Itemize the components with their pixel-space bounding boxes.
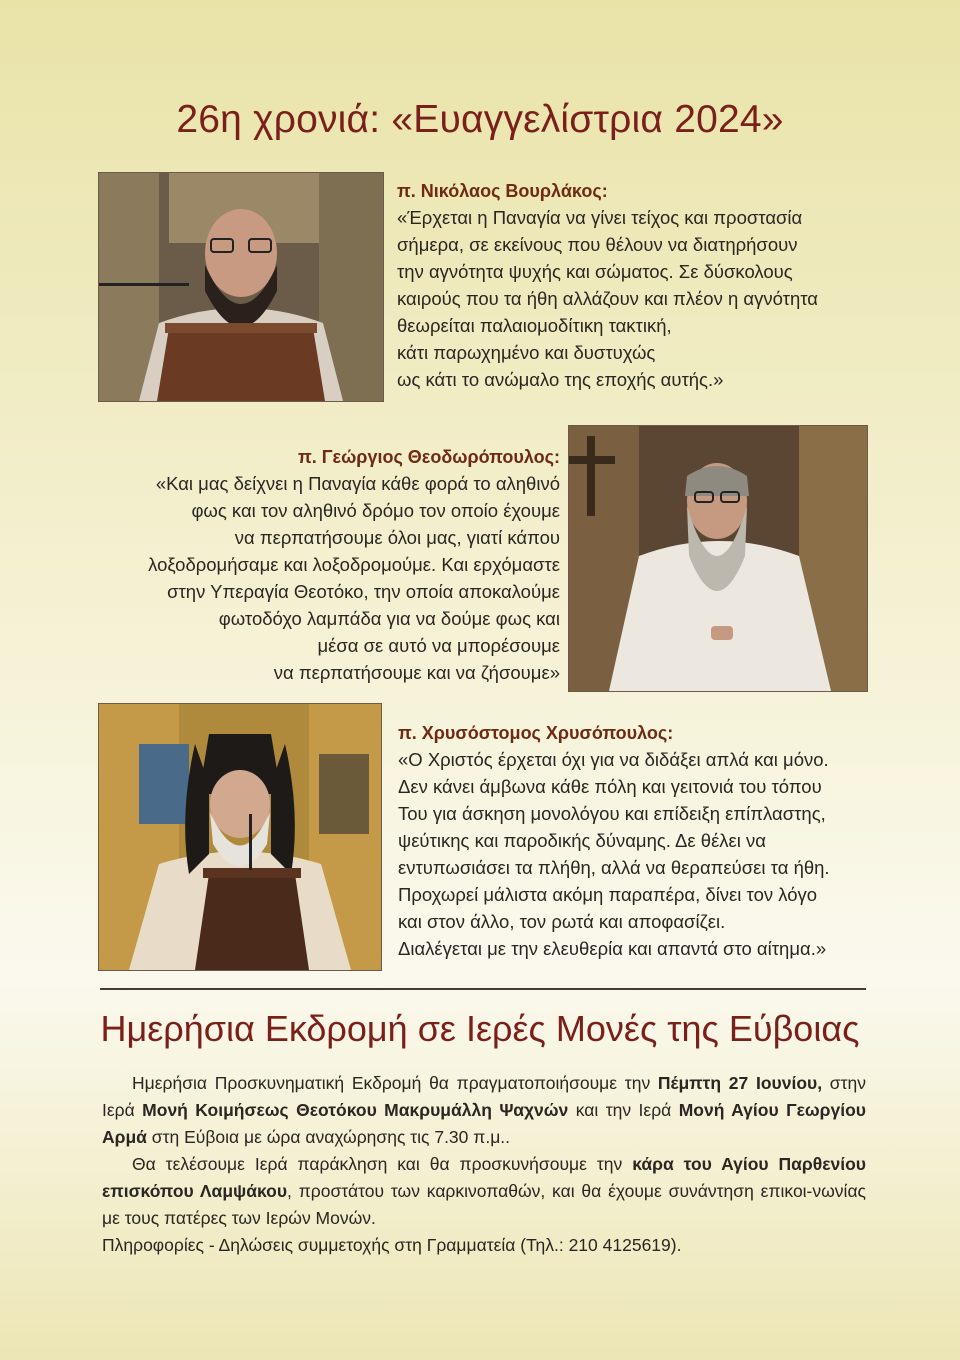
quote-line: και στον άλλο, τον ρωτά και αποφασίζει. — [398, 911, 726, 932]
quote-line: μέσα σε αυτό να μπορέσουμε — [317, 635, 560, 656]
quote-line: «Και μας δείχνει η Παναγία κάθε φορά το αληθινό — [155, 473, 560, 494]
quote-line: στην Υπεραγία Θεοτόκο, την οποία αποκαλούμε — [167, 581, 560, 602]
speaker-block-3 — [398, 720, 830, 962]
contact-info: Πληροφορίες - Δηλώσεις συμμετοχής στη Γραμματεία (Τηλ.: 210 4125619). — [102, 1235, 682, 1255]
excursion-paragraph-3 — [102, 1232, 866, 1259]
quote-line: την αγνότητα ψυχής και σώματος. Σε δύσκολους — [397, 261, 793, 282]
quote-line: να περπατήσουμε και να ζήσουμε» — [273, 662, 560, 683]
text: στη Εύβοια με ώρα αναχώρησης τις 7.30 π.μ.. — [146, 1127, 511, 1147]
quote-line: σήμερα, σε εκείνους που θέλουν να διατηρήσουν — [397, 234, 798, 255]
text: στην Ιερά — [102, 1073, 866, 1120]
excursion-paragraph-1 — [102, 1070, 866, 1151]
text: , προστάτου των καρκινοπαθών, και θα έχουμε συνάντηση επικοι-νωνίας με τους πατέρες των Ιερών Μονών. — [102, 1181, 866, 1228]
quote-line: να περπατήσουμε όλοι μας, γιατί κάπου — [234, 527, 560, 548]
photo-georgios-theodoropoulos — [568, 425, 868, 692]
speaker-name: π. Χρυσόστομος Χρυσόπουλος: — [398, 723, 674, 743]
quote-line: εντυπωσιάσει τα πλήθη, αλλά να θεραπεύσει τα ήθη. — [398, 857, 830, 878]
quote-line: καιρούς που τα ήθη αλλάζουν και πλέον η αγνότητα — [397, 288, 818, 309]
quote-line: θεωρείται παλαιομοδίτικη τακτική, — [397, 315, 672, 336]
page-title: 26η χρονιά: «Ευαγγελίστρια 2024» — [176, 98, 784, 141]
monastery-1: Μονή Κοιμήσεως Θεοτόκου Μακρυμάλλη Ψαχνών — [142, 1100, 569, 1120]
quote-line: Προχωρεί μάλιστα ακόμη παραπέρα, δίνει τον λόγο — [398, 884, 818, 905]
quote-line: Δεν κάνει άμβωνα κάθε πόλη και γειτονιά του τόπου — [398, 776, 822, 797]
quote-line: Του για άσκηση μονολόγου και επίδειξη επίπλαστης, — [398, 803, 826, 824]
date: Πέμπτη 27 Ιουνίου, — [657, 1073, 823, 1093]
quote-line: ως κάτι το ανώμαλο της εποχής αυτής.» — [397, 369, 724, 390]
photo-nikolaos-vourlakos — [98, 172, 384, 402]
relic: κάρα του Αγίου Παρθενίου επισκόπου Λαμψάκου — [102, 1154, 866, 1201]
excursion-paragraph-2 — [102, 1151, 866, 1232]
quote-line: φως και τον αληθινό δρόμο τον οποίο έχουμε — [191, 500, 560, 521]
quote-line: κάτι παρωχημένο και δυστυχώς — [397, 342, 656, 363]
quote-line: λοξοδρομήσαμε και λοξοδρομούμε. Και ερχόμαστε — [148, 554, 560, 575]
speaker-name: π. Γεώργιος Θεοδωρόπουλος: — [297, 447, 560, 467]
text: Ημερήσια Προσκυνηματική Εκδρομή θα πραγματοποιήσουμε την — [132, 1073, 658, 1093]
quote-line: ψεύτικης και παροδικής δύναμης. Δε θέλει να — [398, 830, 767, 851]
quote-line: «Έρχεται η Παναγία να γίνει τείχος και προστασία — [397, 207, 803, 228]
text: Θα τελέσουμε Ιερά παράκληση και θα προσκυνήσουμε την — [132, 1154, 633, 1174]
speaker-block-2 — [148, 444, 560, 686]
speaker-block-1 — [397, 178, 818, 393]
speaker-name: π. Νικόλαος Βουρλάκος: — [397, 181, 608, 201]
quote-line: «Ο Χριστός έρχεται όχι για να διδάξει απλά και μόνο. — [398, 749, 829, 770]
monastery-2: Μονή Αγίου Γεωργίου Αρμά — [102, 1100, 866, 1147]
quote-line: φωτοδόχο λαμπάδα για να δούμε φως και — [218, 608, 560, 629]
text: και την Ιερά — [568, 1100, 679, 1120]
excursion-title: Ημερήσια Εκδρομή σε Ιερές Μονές της Εύβοιας — [100, 1008, 860, 1049]
quote-line: Διαλέγεται με την ελευθερία και απαντά στο αίτημα.» — [398, 938, 827, 959]
section-divider — [100, 988, 866, 990]
photo-chrysostomos-chrysopoulos — [98, 703, 382, 971]
